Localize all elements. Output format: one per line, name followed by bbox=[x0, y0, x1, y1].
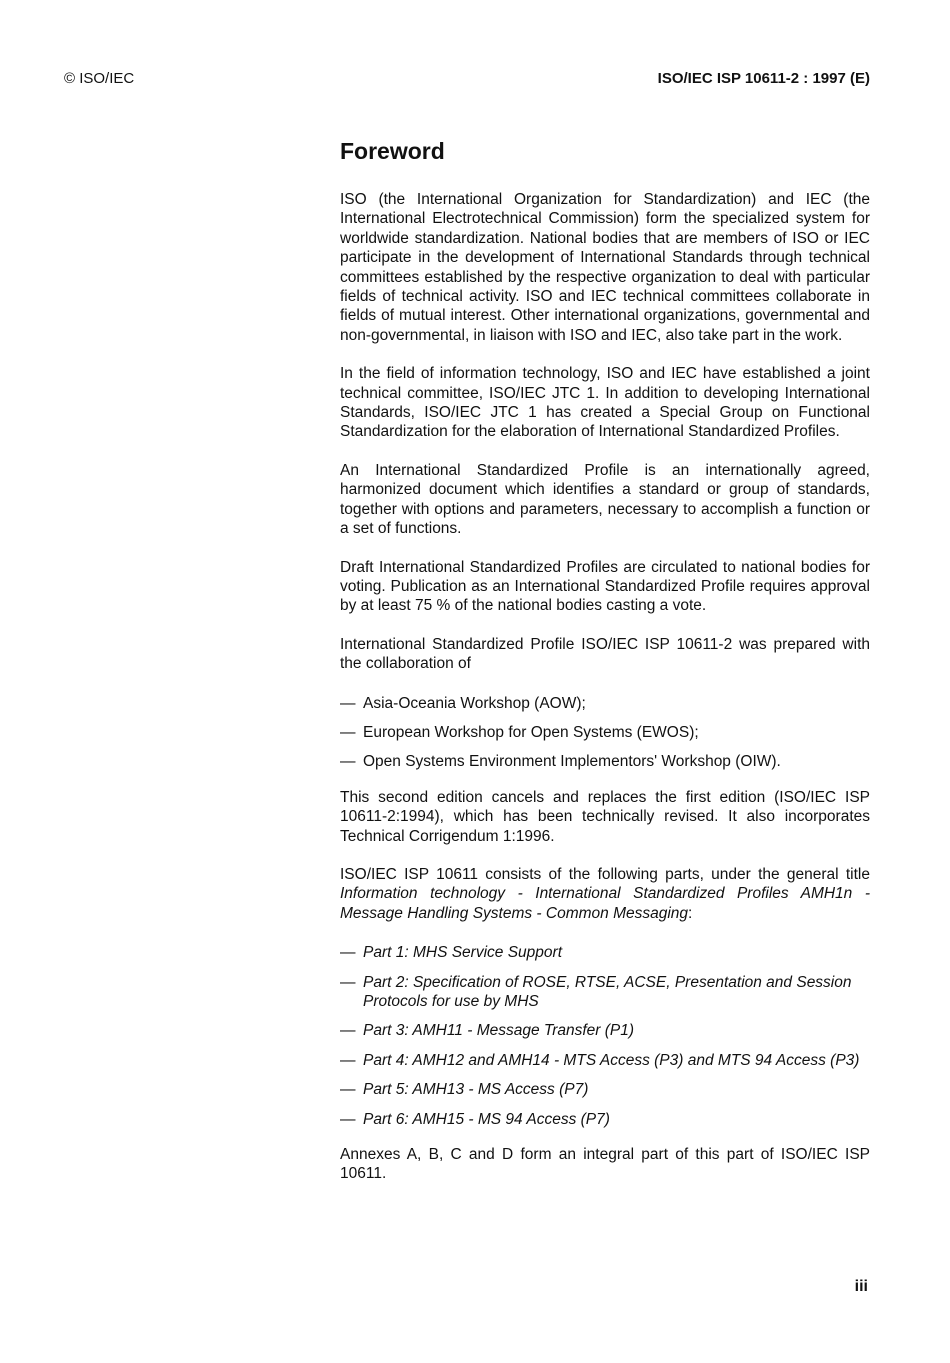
header-document-id: ISO/IEC ISP 10611-2 : 1997 (E) bbox=[657, 70, 870, 87]
list-item: — Asia-Oceania Workshop (AOW); bbox=[340, 694, 870, 713]
page-number: iii bbox=[854, 1278, 868, 1295]
parts-intro-tail: : bbox=[688, 904, 693, 922]
workshop-list bbox=[340, 694, 870, 772]
parts-list bbox=[340, 943, 870, 1129]
page-title: Foreword bbox=[340, 138, 445, 164]
parts-intro-lead: ISO/IEC ISP 10611 consists of the following parts, under the general title bbox=[340, 865, 870, 883]
foreword-section bbox=[340, 137, 870, 1203]
paragraph-jtc1: In the field of information technology, ISO and IEC have established a joint technical committee, ISO/IEC JTC 1. In addition to developing International Standards, ISO/IEC JTC 1 has created a Special Group on Functional Standardization for the elaboration of International Standardized Profiles. bbox=[340, 365, 870, 441]
list-item: — Part 5: AMH13 - MS Access (P7) bbox=[340, 1080, 870, 1099]
paragraph-annexes: Annexes A, B, C and D form an integral part of this part of ISO/IEC ISP 10611. bbox=[340, 1146, 870, 1183]
list-item: — Part 2: Specification of ROSE, RTSE, ACSE, Presentation and Session Protocols for use by MHS bbox=[340, 973, 870, 1012]
paragraph-iso-iec: ISO (the International Organization for Standardization) and IEC (the International Electrotechnical Commission) form the specialized system for worldwide standardization. National bodies that are members of ISO or IEC participate in the development of International Standards through technical committees established by the respective organization to deal with particular fields of technical activity. ISO and IEC technical committees collaborate in fields of mutual interest. Other international organizations, governmental and non-governmental, in liaison with ISO and IEC, also take part in the work. bbox=[340, 191, 870, 344]
paragraph-parts-intro bbox=[340, 865, 870, 923]
header-copyright: © ISO/IEC bbox=[64, 70, 135, 87]
list-item: — Part 4: AMH12 and AMH14 - MTS Access (P3) and MTS 94 Access (P3) bbox=[340, 1051, 870, 1070]
list-item: — Open Systems Environment Implementors' Workshop (OIW). bbox=[340, 752, 870, 771]
list-item: — Part 3: AMH11 - Message Transfer (P1) bbox=[340, 1021, 870, 1040]
paragraph-voting: Draft International Standardized Profiles are circulated to national bodies for voting. Publication as an International Standardized Profile requires approval by at least 75 % of the national bodies casting a vote. bbox=[340, 558, 870, 615]
paragraph-edition: This second edition cancels and replaces the first edition (ISO/IEC ISP 10611-2:1994), which has been technically revised. It also incorporates Technical Corrigendum 1:1996. bbox=[340, 788, 870, 845]
list-item: — European Workshop for Open Systems (EWOS); bbox=[340, 723, 870, 742]
paragraph-collaboration: International Standardized Profile ISO/IEC ISP 10611-2 was prepared with the collaboration of bbox=[340, 635, 870, 673]
list-item: — Part 1: MHS Service Support bbox=[340, 943, 870, 962]
parts-general-title: Information technology - International Standardized Profiles AMH1n - Message Handling Systems - Common Messaging bbox=[340, 885, 870, 922]
list-item: — Part 6: AMH15 - MS 94 Access (P7) bbox=[340, 1110, 870, 1129]
paragraph-isp-definition: An International Standardized Profile is an internationally agreed, harmonized document which identifies a standard or group of standards, together with options and parameters, necessary to accomplish a function or a set of functions. bbox=[340, 461, 870, 538]
